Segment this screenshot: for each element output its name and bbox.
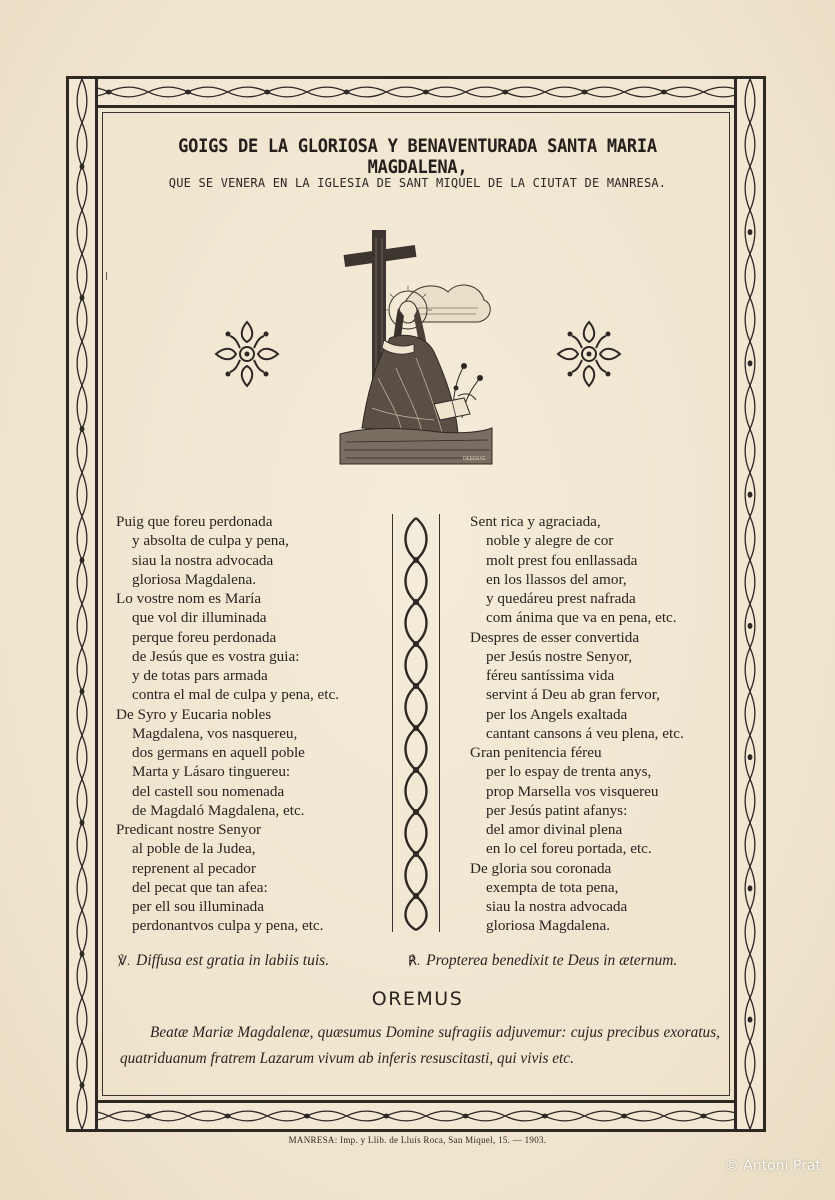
verse-line: y absolta de culpa y pena, (132, 532, 289, 550)
versicle (118, 952, 329, 970)
oremus-heading: OREMUS (371, 988, 464, 1010)
response-text: Propterea benedixit te Deus in æternum. (426, 952, 678, 969)
closing-prayer: Beatæ Mariæ Magdalenæ, quæsumus Domine sufragiis adjuvemur: cujus precibus exoratus, quatriduanum fratrem Lazarum vivum ab inferis resuscitasti, qui vivis etc. (120, 1024, 720, 1067)
verses-left-column (116, 512, 396, 936)
page-title: GOIGS DE LA GLORIOSA Y BENAVENTURADA SANTA MARIA MAGDALENA, (178, 136, 657, 178)
verse-line: en lo cel foreu portada, etc. (486, 840, 652, 858)
verse-line: siau la nostra advocada (132, 551, 274, 569)
verse-line: féreu santíssima vida (486, 667, 615, 684)
verse-line: de Jesús que es vostra guia: (132, 647, 300, 665)
copyright-watermark: © Antoni Prat (724, 1158, 821, 1174)
verse-line: exempta de tota pena, (486, 878, 619, 896)
border-top (66, 76, 766, 108)
verse-line: gloriosa Magdalena. (486, 917, 610, 935)
verse-line: noble y alegre de cor (486, 532, 614, 550)
engraver-signature: DEBERNE (462, 457, 486, 462)
verse-line: contra el mal de culpa y pena, etc. (132, 686, 340, 704)
verse-line: perdonantvos culpa y pena, etc. (132, 917, 324, 935)
verse-line: del castell sou nomenada (132, 782, 285, 800)
verse-line: de Magdaló Magdalena, etc. (132, 801, 305, 819)
verse-line: per los Angels exaltada (486, 705, 628, 723)
verse-line: servint á Deu ab gran fervor, (486, 686, 660, 704)
verse-line: que vol dir illuminada (132, 609, 267, 627)
printer-imprint: MANRESA: Imp. y Llib. de Lluís Roca, San Miquel, 15. — 1903. (288, 1135, 547, 1145)
response-symbol: ℟. (408, 953, 421, 968)
verse-line: per Jesús nostre Senyor, (486, 647, 633, 665)
verse-line: en los llassos del amor, (486, 570, 627, 588)
verse-line: Predicant nostre Senyor (116, 821, 262, 838)
verse-line: Puig que foreu perdonada (116, 513, 273, 530)
verse-line: molt prest fou enllassada (486, 551, 638, 569)
versicle-symbol: ℣. (118, 953, 131, 968)
verse-line: com ánima que va en pena, etc. (486, 609, 677, 627)
border-bottom (66, 1100, 766, 1132)
verse-line: prop Marsella vos visquereu (486, 782, 659, 800)
fleuron-ornament-right (552, 314, 626, 394)
verse-line: Magdalena, vos nasquereu, (132, 724, 298, 742)
verse-line: Sent rica y agraciada, (470, 513, 601, 530)
verse-line: Gran penitencia féreu (470, 744, 602, 761)
verse-line: per Jesús patint afanys: (486, 801, 628, 819)
verse-line: per lo espay de trenta anys, (486, 763, 652, 781)
versicle-text: Diffusa est gratia in labiis tuis. (136, 952, 330, 969)
verse-line: gloriosa Magdalena. (132, 570, 256, 588)
column-divider-ornament (392, 514, 440, 932)
saint-magdalene-engraving (338, 228, 494, 470)
verse-line: De Syro y Eucaria nobles (116, 705, 272, 723)
verse-line: y de totas pars armada (132, 667, 268, 684)
verse-line: De gloria sou coronada (470, 859, 612, 877)
verse-line: y quedáreu prest nafrada (486, 590, 636, 607)
response (408, 952, 677, 970)
verse-line: del amor divinal plena (486, 821, 623, 838)
verse-line: siau la nostra advocada (486, 898, 628, 915)
verse-line: Marta y Lásaro tinguereu: (132, 763, 291, 781)
paper-mark (106, 272, 107, 280)
verse-line: per ell sou illuminada (132, 898, 265, 915)
verse-line: del pecat que tan afea: (132, 878, 268, 896)
verse-line: Lo vostre nom es María (116, 590, 262, 607)
verse-line: cantant cansons á veu plena, etc. (486, 724, 684, 742)
border-right (734, 76, 766, 1132)
verse-line: Despres de esser convertida (470, 628, 640, 646)
verse-line: dos germans en aquell poble (132, 744, 305, 761)
verses-right-column (470, 512, 730, 936)
fleuron-ornament-left (210, 314, 284, 394)
page-subtitle: QUE SE VENERA EN LA IGLESIA DE SANT MIQUEL DE LA CIUTAT DE MANRESA. (168, 176, 667, 190)
verse-line: reprenent al pecador (132, 859, 256, 877)
border-left (66, 76, 98, 1132)
verse-line: al poble de la Judea, (132, 840, 256, 858)
verse-line: perque foreu perdonada (132, 628, 277, 646)
